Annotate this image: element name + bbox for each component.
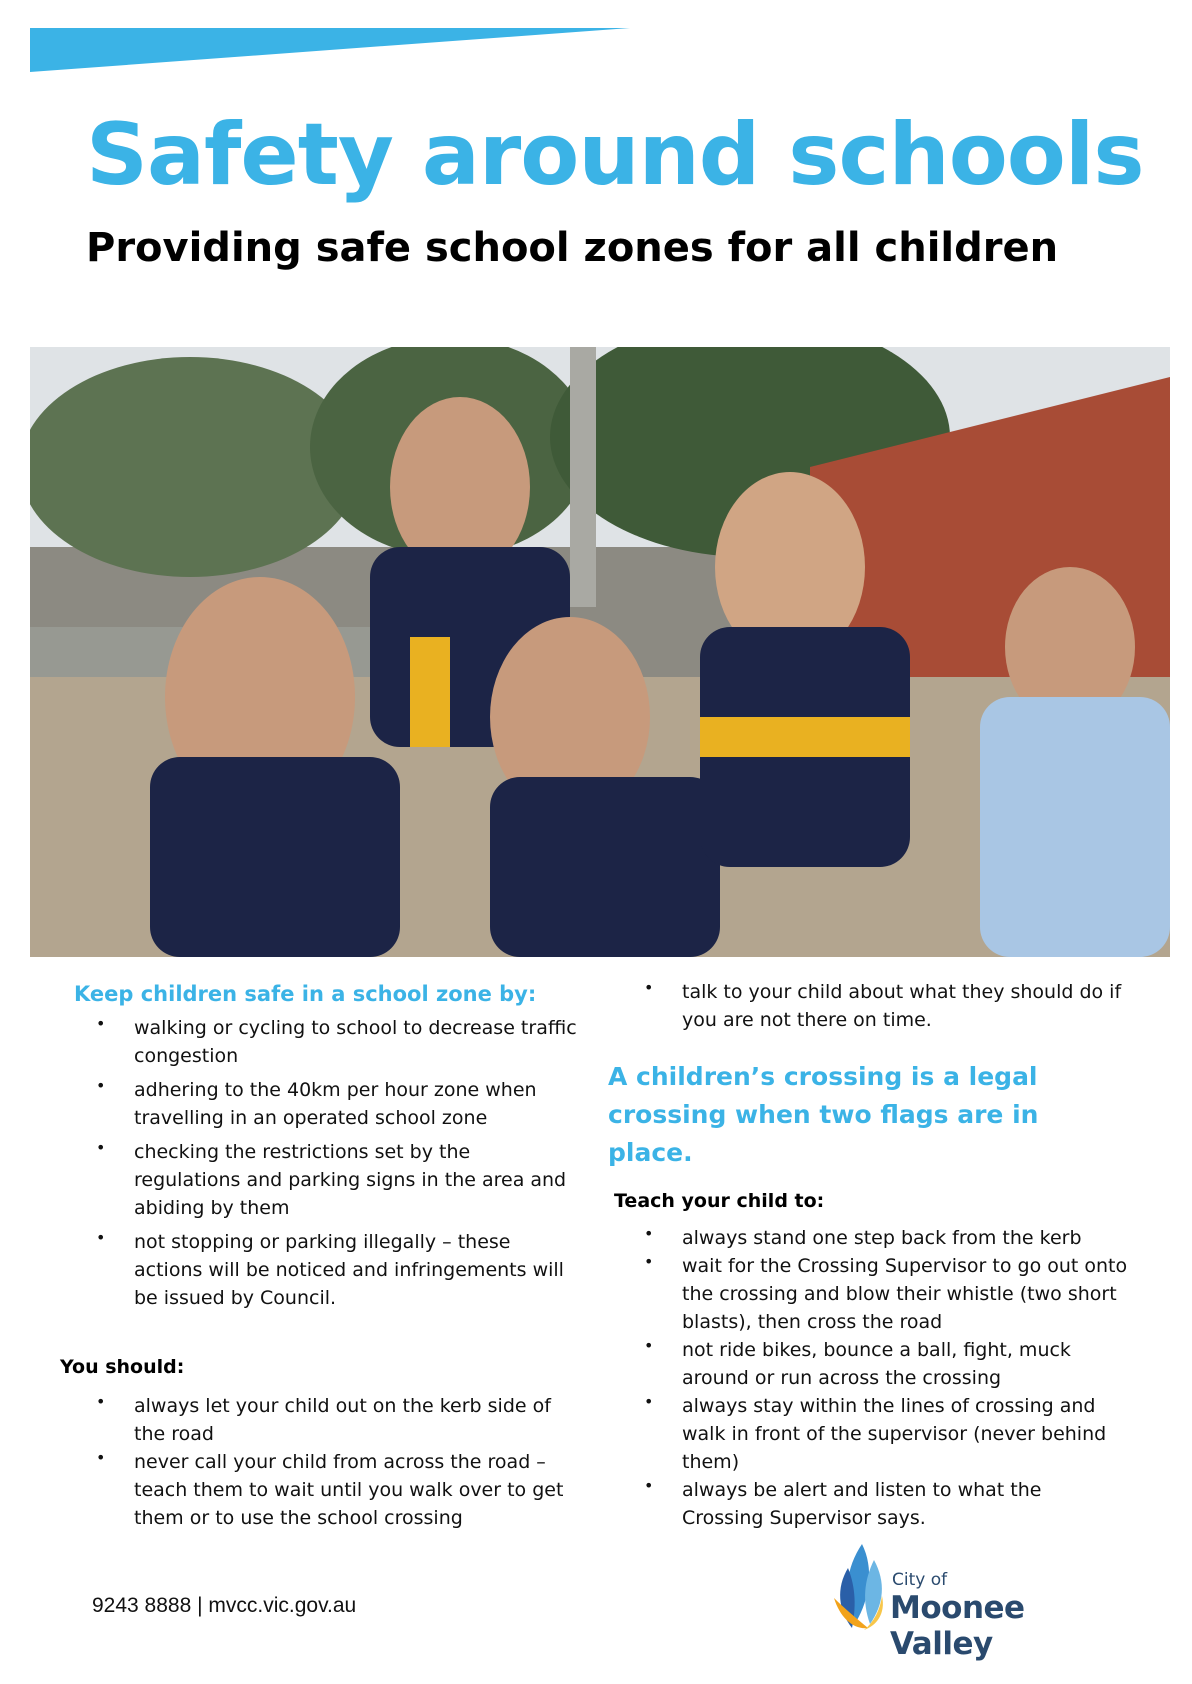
footer-contact: 9243 8888 | mvcc.vic.gov.au [92, 1594, 357, 1617]
bullet-icon: • [644, 1336, 654, 1355]
bullet-icon: • [96, 1014, 106, 1033]
right-column [608, 978, 1128, 1532]
teach-list [608, 1224, 1128, 1532]
list-item: • adhering to the 40km per hour zone when travelling in an operated school zone [60, 1076, 580, 1132]
you-should-heading: You should: [60, 1356, 185, 1378]
bullet-icon: • [96, 1138, 106, 1157]
you-should-list [60, 1392, 580, 1532]
teach-heading: Teach your child to: [614, 1190, 825, 1212]
bullet-icon: • [96, 1392, 106, 1411]
list-item: • always be alert and listen to what the Crossing Supervisor says. [608, 1476, 1128, 1532]
bullet-icon: • [644, 1476, 654, 1495]
logo-small-text: City of [892, 1570, 948, 1590]
bullet-icon: • [644, 1252, 654, 1271]
crossing-heading: A children’s crossing is a legal crossing when two flags are in place. [608, 1062, 1039, 1167]
logo-big-text: Moonee Valley [890, 1590, 1025, 1662]
list-item: • wait for the Crossing Supervisor to go out onto the crossing and blow their whistle (two short blasts), then cross the road [608, 1252, 1128, 1336]
list-item: • walking or cycling to school to decrease traffic congestion [60, 1014, 580, 1070]
bullet-icon: • [96, 1228, 106, 1247]
keep-safe-list [60, 1014, 580, 1312]
bullet-icon: • [644, 1224, 654, 1243]
bullet-icon: • [644, 978, 654, 997]
council-logo [826, 1538, 1126, 1662]
left-column [60, 980, 580, 1532]
list-item: • talk to your child about what they should do if you are not there on time. [608, 978, 1128, 1034]
leaf-logo-icon [826, 1538, 892, 1638]
list-item: • always let your child out on the kerb side of the road [60, 1392, 580, 1448]
page-title: Safety around schools [86, 105, 1144, 205]
school-children-photo [30, 347, 1170, 957]
list-item: • checking the restrictions set by the regulations and parking signs in the area and abiding by them [60, 1138, 580, 1222]
list-item: • not ride bikes, bounce a ball, fight, muck around or run across the crossing [608, 1336, 1128, 1392]
list-item: • not stopping or parking illegally – these actions will be noticed and infringements will be issued by Council. [60, 1228, 580, 1312]
bullet-icon: • [644, 1392, 654, 1411]
you-should-list-continued [608, 978, 1128, 1034]
list-item: • always stand one step back from the kerb [608, 1224, 1128, 1252]
page-subtitle: Providing safe school zones for all children [86, 225, 1059, 271]
bullet-icon: • [96, 1076, 106, 1095]
blue-banner-stripe [30, 28, 630, 72]
keep-safe-heading: Keep children safe in a school zone by: [74, 982, 537, 1006]
list-item: • never call your child from across the road – teach them to wait until you walk over to get them or to use the school crossing [60, 1448, 580, 1532]
bullet-icon: • [96, 1448, 106, 1467]
list-item: • always stay within the lines of crossing and walk in front of the supervisor (never behind them) [608, 1392, 1128, 1476]
